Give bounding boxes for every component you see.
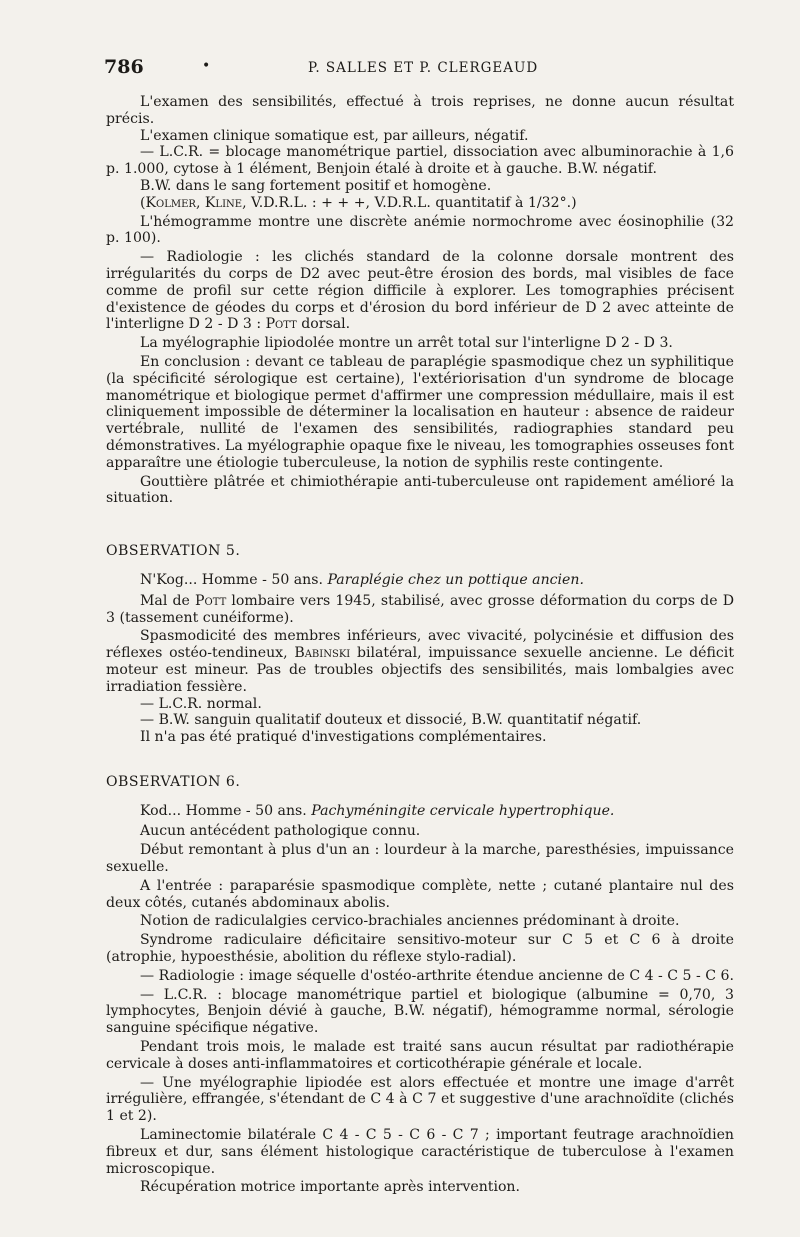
author-name: Kolmer (145, 194, 196, 211)
paragraph: Mal de Pott lombaire vers 1945, stabilisé, avec grosse déformation du corps de D 3 (tassement cunéiforme). (106, 592, 734, 626)
paragraph: En conclusion : devant ce tableau de paraplégie spasmodique chez un syphilitique (la spécificité sérologique est certaine), l'extériorisation d'un syndrome de blocage manométrique et biologique permet d'affirmer une compression médullaire, mais il est cliniquement impossible de déterminer la localisation en hauteur : absence de raideur vertébrale, nullité de l'examen des sensibilités, radiographies standard peu démonstratives. La myélographie opaque fixe le niveau, les tomographies osseuses font apparaître une étiologie tuberculeuse, la notion de syphilis reste contingente. (106, 353, 734, 471)
observation-intro: N'Kog... Homme - 50 ans. Paraplégie chez un pottique ancien. (140, 571, 584, 588)
paragraph: Gouttière plâtrée et chimiothérapie anti-tuberculeuse ont rapidement amélioré la situation. (106, 473, 734, 507)
paragraph: La myélographie lipiodolée montre un arrêt total sur l'interligne D 2 - D 3. (140, 335, 673, 352)
observation-heading: OBSERVATION 6. (106, 773, 241, 790)
paragraph: Pendant trois mois, le malade est traité sans aucun résultat par radiothérapie cervicale à doses anti-inflammatoires et corticothérapie générale et locale. (106, 1039, 734, 1072)
paragraph: L'examen clinique somatique est, par ailleurs, négatif. (140, 127, 529, 144)
diagnosis-title: Paraplégie chez un pottique ancien. (327, 571, 584, 588)
paragraph: — L.C.R. = blocage manométrique partiel, dissociation avec albuminorachie à 1,6 p. 1.000, cytose à 1 élément, Benjoin étalé à droite et à gauche. B.W. négatif. (106, 144, 734, 178)
paragraph: — L.C.R. : blocage manométrique partiel et biologique (albumine = 0,70, 3 lymphocytes, Benjoin dévié à gauche, B.W. négatif), hémogramme normal, sérologie sanguine spécifique négative. (106, 986, 734, 1037)
paragraph: Spasmodicité des membres inférieurs, avec vivacité, polycinésie et diffusion des réflexes ostéo-tendineux, Babinski bilatéral, impuissance sexuelle ancienne. Le déficit moteur est mineur. Pas de troubles objectifs des sensibilités, mais lombalgies avec irradiation fessière. (106, 628, 734, 695)
header-separator: • (202, 58, 211, 74)
paragraph: — Radiologie : image séquelle d'ostéo-arthrite étendue ancienne de C 4 - C 5 - C 6. (140, 967, 734, 984)
paragraph: L'examen des sensibilités, effectué à trois reprises, ne donne aucun résultat précis. (106, 94, 734, 127)
paragraph: Il n'a pas été pratiqué d'investigations complémentaires. (140, 729, 547, 746)
author-name: Pott (265, 316, 297, 333)
serology-line: (Kolmer, Kline, V.D.R.L. : + + +, V.D.R.L. quantitatif à 1/32°.) (140, 194, 577, 211)
paragraph: Syndrome radiculaire déficitaire sensitivo-moteur sur C 5 et C 6 à droite (atrophie, hypoesthésie, abolition du réflexe stylo-radial). (106, 932, 734, 966)
paragraph: A l'entrée : paraparésie spasmodique complète, nette ; cutané plantaire nul des deux côtés, cutanés abdominaux abolis. (106, 877, 734, 911)
paragraph: L'hémogramme montre une discrète anémie normochrome avec éosinophilie (32 p. 100). (106, 213, 734, 247)
paragraph: — L.C.R. normal. (140, 695, 262, 712)
page-number: 786 (104, 56, 144, 78)
paragraph: — Une myélographie lipiodée est alors effectuée et montre une image d'arrêt irrégulière, effrangée, s'étendant de C 4 à C 7 et suggestive d'une arachnoïdite (clichés 1 et 2). (106, 1074, 734, 1125)
paragraph: B.W. dans le sang fortement positif et homogène. (140, 177, 492, 194)
article-body (106, 94, 734, 1196)
paragraph: Notion de radiculalgies cervico-brachiales anciennes prédominant à droite. (140, 913, 680, 930)
paragraph: — B.W. sanguin qualitatif douteux et dissocié, B.W. quantitatif négatif. (140, 712, 642, 729)
observation-intro: Kod... Homme - 50 ans. Pachyméningite cervicale hypertrophique. (140, 802, 615, 819)
paragraph: Laminectomie bilatérale C 4 - C 5 - C 6 - C 7 ; important feutrage arachnoïdien fibreux et dur, sans élément histologique caractéristique de tuberculose à l'examen microscopique. (106, 1127, 734, 1177)
author-name: Kline (204, 194, 243, 211)
diagnosis-title: Pachyméningite cervicale hypertrophique. (311, 802, 615, 819)
running-title: P. SALLES ET P. CLERGEAUD (308, 60, 539, 76)
paragraph: Début remontant à plus d'un an : lourdeur à la marche, paresthésies, impuissance sexuelle. (106, 842, 734, 876)
paragraph: Récupération motrice importante après intervention. (140, 1179, 520, 1196)
author-name: Pott (195, 592, 227, 609)
paragraph: — Radiologie : les clichés standard de la colonne dorsale montrent des irrégularités du corps de D2 avec peut-être érosion des bords, mal visibles de face comme de profil sur cette région difficile à explorer. Les tomographies précisent d'existence de géodes du corps et d'érosion du bord inférieur de D 2 avec atteinte de l'interligne D 2 - D 3 : Pott dorsal. (106, 249, 734, 333)
observation-heading: OBSERVATION 5. (106, 543, 241, 560)
paragraph: Aucun antécédent pathologique connu. (140, 823, 421, 840)
page-header (104, 56, 736, 80)
author-name: Babinski (294, 645, 351, 662)
